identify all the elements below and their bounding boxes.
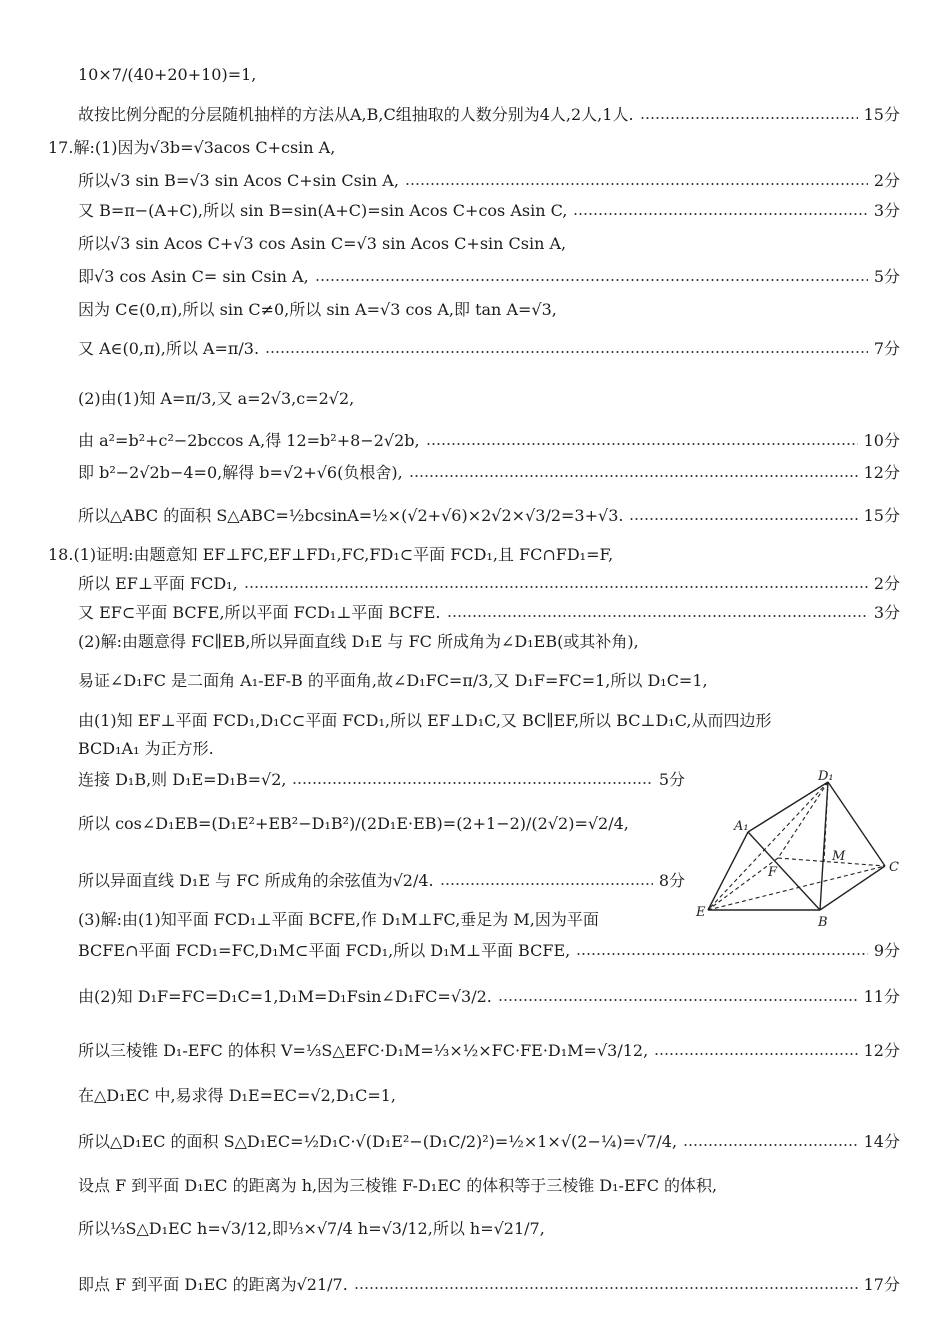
line-text: 即√3 cos Asin C= sin Csin A, [78, 267, 309, 286]
line-text: BCFE∩平面 FCD₁=FC,D₁M⊂平面 FCD₁,所以 D₁M⊥平面 BCFE, [78, 941, 571, 960]
edge-b-c [820, 866, 885, 910]
line-text: 17.解:(1)因为√3b=√3acos C+csin A, [48, 138, 336, 157]
line-text: 所以△D₁EC 的面积 S△D₁EC=½D₁C·√(D₁E²−(D₁C/2)²)=½×1×√(2−¼)=√7/4, [78, 1132, 678, 1151]
leader-dots [654, 1053, 857, 1055]
line-text: 在△D₁EC 中,易求得 D₁E=EC=√2,D₁C=1, [78, 1086, 397, 1105]
solution-line [78, 505, 900, 527]
solution-line [48, 137, 900, 159]
solution-line [78, 266, 900, 288]
line-text: 所以√3 sin B=√3 sin Acos C+sin Csin A, [78, 171, 399, 190]
solution-line [78, 1131, 900, 1153]
solution-line [78, 299, 900, 321]
solution-line [78, 1274, 900, 1296]
line-text: 又 EF⊂平面 BCFE,所以平面 FCD₁⊥平面 BCFE. [78, 603, 441, 622]
solution-line [78, 338, 900, 360]
line-score: 8分 [658, 871, 685, 890]
leader-dots [315, 279, 868, 281]
geometry-figure [696, 769, 910, 930]
solution-line [78, 1040, 900, 1062]
line-score: 12分 [863, 1041, 900, 1060]
label-c: C [889, 860, 899, 875]
edge-d1-e [708, 782, 828, 910]
line-text: 由(1)知 EF⊥平面 FCD₁,D₁C⊂平面 FCD₁,所以 EF⊥D₁C,又 BC∥EF,所以 BC⊥D₁C,从而四边形 [78, 711, 772, 730]
leader-dots [498, 999, 858, 1001]
label-f: F [768, 865, 778, 880]
line-score: 14分 [863, 1132, 900, 1151]
solution-line [78, 631, 900, 653]
line-text: 所以异面直线 D₁E 与 FC 所成角的余弦值为√2/4. [78, 871, 434, 890]
line-score: 17分 [863, 1275, 900, 1294]
solution-line [78, 710, 900, 732]
label-b: B [818, 915, 828, 930]
solution-line [78, 573, 900, 595]
solution-line [78, 909, 685, 931]
line-text: 由(2)知 D₁F=FC=D₁C=1,D₁M=D₁Fsin∠D₁FC=√3/2. [78, 987, 492, 1006]
line-score: 5分 [873, 267, 900, 286]
solution-line [78, 813, 685, 835]
line-score: 15分 [863, 506, 900, 525]
leader-dots [440, 883, 653, 885]
solution-line [78, 1218, 900, 1240]
edge-d1-f [778, 782, 828, 858]
leader-dots [447, 615, 868, 617]
line-text: 连接 D₁B,则 D₁E=D₁B=√2, [78, 770, 287, 789]
solution-line [78, 430, 900, 452]
solution-line [78, 870, 685, 892]
line-text: 即点 F 到平面 D₁EC 的距离为√21/7. [78, 1275, 348, 1294]
line-text: 易证∠D₁FC 是二面角 A₁-EF-B 的平面角,故∠D₁FC=π/3,又 D₁F=FC=1,所以 D₁C=1, [78, 671, 708, 690]
leader-dots [640, 117, 858, 119]
label-a1: A₁ [734, 819, 749, 834]
line-text: 所以 cos∠D₁EB=(D₁E²+EB²−D₁B²)/(2D₁E·EB)=(2+1−2)/(2√2)=√2/4, [78, 814, 629, 833]
line-text: (3)解:由(1)知平面 FCD₁⊥平面 BCFE,作 D₁M⊥FC,垂足为 M,因为平面 [78, 910, 599, 929]
line-text: 所以三棱锥 D₁-EFC 的体积 V=⅓S△EFC·D₁M=⅓×½×FC·FE·D₁M=√3/12, [78, 1041, 649, 1060]
line-score: 5分 [658, 770, 685, 789]
line-score: 7分 [873, 339, 900, 358]
leader-dots [573, 213, 867, 215]
edge-e-c [708, 866, 885, 910]
leader-dots [405, 183, 868, 185]
line-text: 所以⅓S△D₁EC h=√3/12,即⅓×√7/4 h=√3/12,所以 h=√21/7, [78, 1219, 545, 1238]
leader-dots [683, 1144, 858, 1146]
line-text: 由 a²=b²+c²−2bccos A,得 12=b²+8−2√2b, [78, 431, 420, 450]
edge-a1-e [708, 832, 748, 910]
line-score: 3分 [873, 603, 900, 622]
leader-dots [409, 475, 858, 477]
line-text: 因为 C∈(0,π),所以 sin C≠0,所以 sin A=√3 cos A,即 tan A=√3, [78, 300, 557, 319]
solution-line [78, 388, 900, 410]
solution-line [78, 462, 900, 484]
solution-line [78, 670, 900, 692]
line-text: (2)由(1)知 A=π/3,又 a=2√3,c=2√2, [78, 389, 355, 408]
leader-dots [576, 953, 868, 955]
edge-a1-b [748, 832, 820, 910]
solution-line [78, 233, 900, 255]
line-text: 所以 EF⊥平面 FCD₁, [78, 574, 238, 593]
leader-dots [354, 1287, 858, 1289]
solution-line [78, 769, 685, 791]
line-score: 9分 [873, 941, 900, 960]
solution-line [78, 986, 900, 1008]
line-score: 12分 [863, 463, 900, 482]
label-m: M [832, 849, 846, 864]
solution-line [48, 544, 900, 566]
solution-line [78, 1175, 900, 1197]
line-text: 所以√3 sin Acos C+√3 cos Asin C=√3 sin Acos C+sin Csin A, [78, 234, 567, 253]
leader-dots [426, 443, 858, 445]
label-d1: D₁ [818, 769, 834, 784]
line-score: 10分 [863, 431, 900, 450]
line-score: 2分 [873, 171, 900, 190]
line-text: 即 b²−2√2b−4=0,解得 b=√2+√6(负根舍), [78, 463, 403, 482]
leader-dots [629, 518, 857, 520]
line-text: 又 A∈(0,π),所以 A=π/3. [78, 339, 260, 358]
label-e: E [696, 905, 706, 920]
solution-line [78, 940, 900, 962]
line-score: 11分 [863, 987, 900, 1006]
line-text: 所以△ABC 的面积 S△ABC=½bcsinA=½×(√2+√6)×2√2×√3/2=3+√3. [78, 506, 624, 525]
line-score: 2分 [873, 574, 900, 593]
solution-line [78, 1085, 900, 1107]
line-text: (2)解:由题意得 FC∥EB,所以异面直线 D₁E 与 FC 所成角为∠D₁EB(或其补角), [78, 632, 639, 651]
line-text: BCD₁A₁ 为正方形. [78, 739, 214, 758]
solution-line [78, 738, 900, 760]
solution-line [78, 602, 900, 624]
line-text: 18.(1)证明:由题意知 EF⊥FC,EF⊥FD₁,FC,FD₁⊂平面 FCD₁,且 FC∩FD₁=F, [48, 545, 614, 564]
solution-line [78, 64, 900, 86]
line-text: 又 B=π−(A+C),所以 sin B=sin(A+C)=sin Acos C+cos Asin C, [78, 201, 568, 220]
solution-line [78, 200, 900, 222]
leader-dots [265, 351, 868, 353]
leader-dots [244, 586, 868, 588]
line-score: 15分 [863, 105, 900, 124]
edge-d1-b [820, 782, 828, 910]
solution-line [78, 104, 900, 126]
leader-dots [292, 782, 652, 784]
line-score: 3分 [873, 201, 900, 220]
solution-line [78, 170, 900, 192]
line-text: 10×7/(40+20+10)=1, [78, 65, 257, 84]
line-text: 设点 F 到平面 D₁EC 的距离为 h,因为三棱锥 F-D₁EC 的体积等于三棱锥 D₁-EFC 的体积, [78, 1176, 718, 1195]
line-text: 故按比例分配的分层随机抽样的方法从A,B,C组抽取的人数分别为4人,2人,1人. [78, 105, 634, 124]
